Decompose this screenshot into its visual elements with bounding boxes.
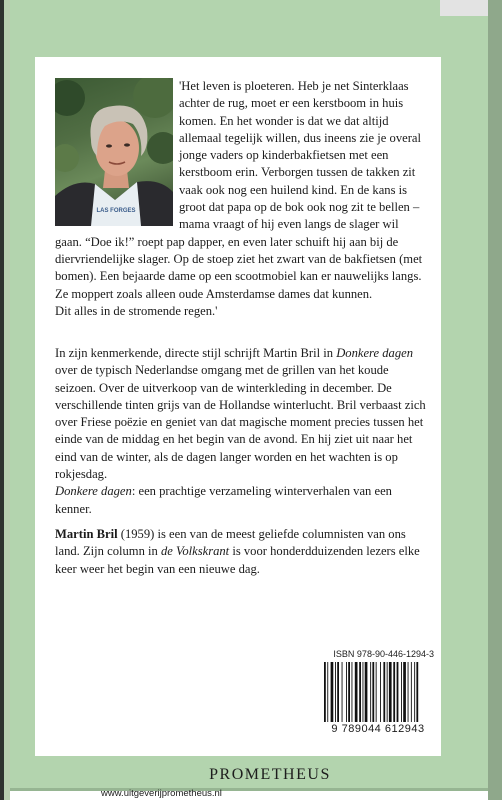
barcode-bar bbox=[383, 662, 385, 722]
barcode-bar bbox=[414, 662, 415, 722]
barcode-bar bbox=[401, 662, 402, 722]
barcode-bar bbox=[411, 662, 412, 722]
bio-text-1: (1959) is een van de meest geliefde columnisten van ons land. Zijn column in bbox=[55, 527, 406, 559]
barcode-bar bbox=[355, 662, 358, 722]
blurb-text-3: : een prachtige verzameling winterverhalen van een kenner. bbox=[55, 484, 392, 516]
barcode-bar bbox=[376, 662, 377, 722]
text-panel bbox=[35, 57, 441, 799]
barcode-bar bbox=[337, 662, 339, 722]
publisher-website: www.uitgeverijprometheus.nl bbox=[101, 788, 222, 799]
barcode-bar bbox=[348, 662, 350, 722]
barcode-bar bbox=[331, 662, 334, 722]
barcode-bar bbox=[403, 662, 406, 722]
barcode-bar bbox=[389, 662, 392, 722]
barcode-bar bbox=[408, 662, 409, 722]
blurb-text-2: over de typisch Nederlandse omgang met de grillen van het koude seizoen. Over de uitverkoop van de winterkleding in december. De verschillende tinten grijs van de Hollandse winterlucht. Bril verbaast zich over Friese poëzie en geniet van dat magische moment precies tussen het einde van de middag en het begin van de avond. En hij ziet uit naar het eind van de winter, als de dagen langer worden en het wachten is op rokjesdag. bbox=[55, 363, 426, 482]
barcode-bar bbox=[416, 662, 418, 722]
barcode-bar bbox=[372, 662, 374, 722]
blurb-title-1: Donkere dagen bbox=[336, 346, 414, 360]
barcode-bar bbox=[365, 662, 368, 722]
barcode-bar bbox=[352, 662, 353, 722]
barcode-number: 9 789044 612943 bbox=[331, 723, 425, 735]
excerpt-quote bbox=[55, 78, 423, 320]
shirt-print-text: LAS FORGES bbox=[96, 208, 136, 214]
blurb-title-2: Donkere dagen bbox=[55, 484, 132, 499]
barcode bbox=[324, 662, 434, 722]
barcode-bar bbox=[387, 662, 388, 722]
barcode-bar bbox=[327, 662, 328, 722]
cover-side-edge bbox=[488, 0, 502, 800]
barcode-bar bbox=[324, 662, 326, 722]
quote-text: 'Het leven is ploeteren. Heb je net Sinterklaas achter de rug, moet er een kerstboom in huis komen. En het wonder is dat we dat altijd allemaal tegelijk willen, dus ineens zie je overal jonge vaders op kinderbakfietsen met een kerstboom erin. Verborgen tussen de takken zit vaak ook nog een huilend kind. En de kans is groot dat papa op de bok ook nog zit te bellen – mama vraagt of hij even langs de slager wil gaan. “Doe ik!” roept pap dapper, en even later schuift hij aan bij de diervriendelijke slager. Op de stoep ziet het zwart van de bakfietsen (met bomen). Een bejaarde dame op een scootmobiel kan er nauwelijks langs. Ze moppert zoals alleen oude Amsterdamse dames dat kunnen. bbox=[55, 79, 423, 301]
barcode-bar bbox=[342, 662, 343, 722]
barcode-bar bbox=[397, 662, 399, 722]
bio-text-2: is voor honderdduizenden lezers elke keer weer het begin van een nieuwe dag. bbox=[55, 544, 420, 576]
blurb-paragraph bbox=[55, 345, 427, 518]
blurb-text-1: In zijn kenmerkende, directe stijl schrijft Martin Bril in bbox=[55, 346, 337, 360]
isbn-label: ISBN 978-90-446-1294-3 bbox=[333, 649, 434, 659]
newspaper-name: de Volkskrant bbox=[160, 544, 230, 559]
barcode-bar bbox=[346, 662, 347, 722]
barcode-bar bbox=[380, 662, 381, 722]
barcode-bar bbox=[393, 662, 395, 722]
publisher-logo: PROMETHEUS bbox=[209, 766, 331, 783]
author-bio bbox=[55, 526, 427, 578]
quote-closing-line: Dit alles in de stromende regen.' bbox=[55, 303, 218, 318]
page-edge bbox=[440, 0, 488, 16]
barcode-bar bbox=[335, 662, 336, 722]
author-name: Martin Bril bbox=[55, 527, 118, 541]
barcode-bar bbox=[359, 662, 361, 722]
barcode-bar bbox=[363, 662, 364, 722]
barcode-bar bbox=[370, 662, 371, 722]
